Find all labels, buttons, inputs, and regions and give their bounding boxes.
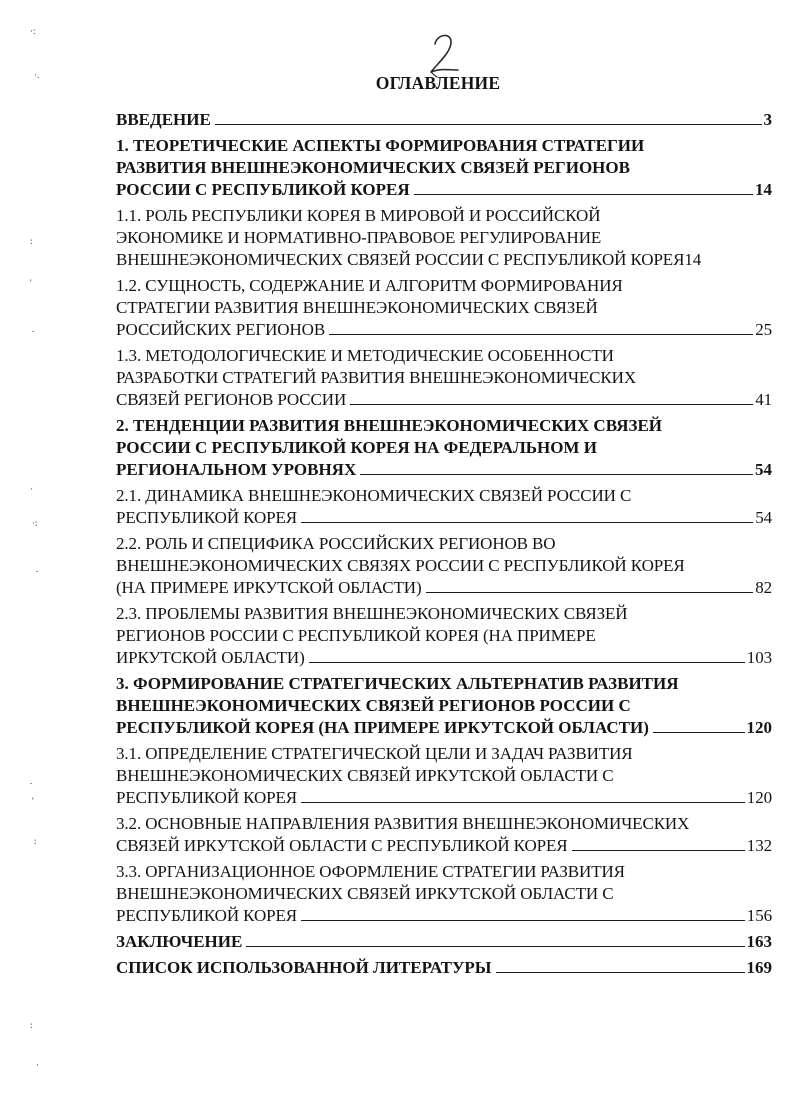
- toc-page-number: 120: [746, 788, 772, 807]
- toc-page-number: 82: [755, 578, 772, 597]
- scan-speck: :: [30, 1020, 33, 1030]
- toc-leader-line: [215, 109, 762, 125]
- scan-speck: ·:: [30, 26, 36, 36]
- toc-entry: [116, 109, 772, 131]
- toc-page-number: 54: [755, 508, 772, 527]
- toc-page-number: 169: [746, 958, 772, 977]
- page-title: ОГЛАВЛЕНИЕ: [375, 73, 501, 93]
- toc-leader-line: [572, 835, 745, 851]
- toc-entry-line: 1.3. МЕТОДОЛОГИЧЕСКИЕ И МЕТОДИЧЕСКИЕ ОСОБЕННОСТИ: [116, 346, 614, 365]
- toc-page-number: 163: [746, 932, 772, 951]
- toc-entry-last-line: [116, 507, 772, 529]
- toc-leader-line: [426, 577, 754, 593]
- toc-entry-line: РЕСПУБЛИКОЙ КОРЕЯ: [116, 906, 298, 925]
- toc-entry-line: СВЯЗЕЙ ИРКУТСКОЙ ОБЛАСТИ С РЕСПУБЛИКОЙ КОРЕЯ: [116, 836, 568, 855]
- toc-leader-line: [246, 931, 744, 947]
- toc-entry-line: РЕГИОНОВ РОССИИ С РЕСПУБЛИКОЙ КОРЕЯ (НА ПРИМЕРЕ: [116, 626, 596, 645]
- toc-leader-line: [301, 905, 745, 921]
- toc-entry: [116, 275, 772, 341]
- toc-entry-line: ВНЕШНЕЭКОНОМИЧЕСКИХ СВЯЗЯХ РОССИИ С РЕСПУБЛИКОЙ КОРЕЯ: [116, 556, 685, 575]
- toc-entry: [116, 603, 772, 669]
- toc-entry-line: РОССИЙСКИХ РЕГИОНОВ: [116, 320, 326, 339]
- toc-page-number: 3: [763, 110, 772, 129]
- scan-speck: :: [34, 836, 37, 846]
- toc-entry-line: 3. ФОРМИРОВАНИЕ СТРАТЕГИЧЕСКИХ АЛЬТЕРНАТИВ РАЗВИТИЯ: [116, 674, 679, 693]
- toc-entry-line: РАЗРАБОТКИ СТРАТЕГИЙ РАЗВИТИЯ ВНЕШНЕЭКОНОМИЧЕСКИХ: [116, 368, 637, 387]
- scan-speck: .: [36, 564, 39, 574]
- toc-leader-line: [360, 459, 753, 475]
- toc-entry-line: СПИСОК ИСПОЛЬЗОВАННОЙ ЛИТЕРАТУРЫ: [116, 958, 492, 977]
- scan-speck: :: [30, 236, 33, 246]
- toc-entry-line: РОССИИ С РЕСПУБЛИКОЙ КОРЕЯ НА ФЕДЕРАЛЬНОМ И: [116, 438, 597, 457]
- toc-entry-line: ВВЕДЕНИЕ: [116, 110, 211, 129]
- toc-entry-line: ВНЕШНЕЭКОНОМИЧЕСКИХ СВЯЗЕЙ РОССИИ С РЕСПУБЛИКОЙ КОРЕЯ: [116, 250, 685, 269]
- toc-entry-last-line: [116, 179, 772, 201]
- toc-entry-line: 1.1. РОЛЬ РЕСПУБЛИКИ КОРЕЯ В МИРОВОЙ И РОССИЙСКОЙ: [116, 206, 601, 225]
- toc-entry: [116, 485, 772, 529]
- toc-entry: [116, 813, 772, 857]
- toc-entry-line: 2.3. ПРОБЛЕМЫ РАЗВИТИЯ ВНЕШНЕЭКОНОМИЧЕСКИХ СВЯЗЕЙ: [116, 604, 628, 623]
- toc-entry-last-line: [116, 459, 772, 481]
- toc-entry: [116, 743, 772, 809]
- table-of-contents: [116, 109, 772, 983]
- toc-leader-line: [301, 507, 753, 523]
- toc-entry: [116, 345, 772, 411]
- toc-entry-line: (НА ПРИМЕРЕ ИРКУТСКОЙ ОБЛАСТИ): [116, 578, 422, 597]
- toc-entry-line: ВНЕШНЕЭКОНОМИЧЕСКИХ СВЯЗЕЙ ИРКУТСКОЙ ОБЛАСТИ С: [116, 766, 614, 785]
- toc-entry-last-line: [116, 787, 772, 809]
- toc-entry: [116, 931, 772, 953]
- toc-leader-line: [414, 179, 753, 195]
- toc-entry-line: 3.1. ОПРЕДЕЛЕНИЕ СТРАТЕГИЧЕСКОЙ ЦЕЛИ И ЗАДАЧ РАЗВИТИЯ: [116, 744, 633, 763]
- toc-entry-line: 2.2. РОЛЬ И СПЕЦИФИКА РОССИЙСКИХ РЕГИОНОВ ВО: [116, 534, 556, 553]
- toc-entry-line: РЕСПУБЛИКОЙ КОРЕЯ: [116, 788, 298, 807]
- scan-speck: ·.: [34, 70, 40, 80]
- toc-entry-line: 1.2. СУЩНОСТЬ, СОДЕРЖАНИЕ И АЛГОРИТМ ФОРМИРОВАНИЯ: [116, 276, 623, 295]
- toc-entry-last-line: [116, 717, 772, 739]
- toc-entry: [116, 861, 772, 927]
- scan-speck: ·: [30, 484, 33, 494]
- toc-entry-last-line: [116, 905, 772, 927]
- toc-entry-line: ЗАКЛЮЧЕНИЕ: [116, 932, 243, 951]
- toc-page-number: 14: [684, 250, 702, 269]
- toc-entry: [116, 205, 772, 271]
- toc-entry-line: ЭКОНОМИКЕ И НОРМАТИВНО-ПРАВОВОЕ РЕГУЛИРОВАНИЕ: [116, 228, 602, 247]
- toc-leader-line: [329, 319, 753, 335]
- toc-entry-last-line: [116, 835, 772, 857]
- toc-entry-line: 1. ТЕОРЕТИЧЕСКИЕ АСПЕКТЫ ФОРМИРОВАНИЯ СТРАТЕГИИ: [116, 136, 645, 155]
- toc-page-number: 132: [746, 836, 772, 855]
- toc-entry: [116, 673, 772, 739]
- toc-entry: [116, 135, 772, 201]
- toc-entry-line: СВЯЗЕЙ РЕГИОНОВ РОССИИ: [116, 390, 347, 409]
- scan-speck: .: [30, 776, 33, 786]
- toc-entry-last-line: [116, 249, 772, 271]
- scan-speck: ': [30, 278, 32, 288]
- toc-page-number: 120: [746, 718, 772, 737]
- toc-entry-last-line: [116, 577, 772, 599]
- toc-entry-line: ВНЕШНЕЭКОНОМИЧЕСКИХ СВЯЗЕЙ ИРКУТСКОЙ ОБЛАСТИ С: [116, 884, 614, 903]
- toc-entry-last-line: [116, 319, 772, 341]
- toc-leader-line: [309, 647, 745, 663]
- toc-entry-line: РЕСПУБЛИКОЙ КОРЕЯ (НА ПРИМЕРЕ ИРКУТСКОЙ ОБЛАСТИ): [116, 718, 649, 737]
- toc-page-number: 41: [755, 390, 772, 409]
- scan-speck: ': [32, 796, 34, 806]
- toc-page-number: 14: [755, 180, 772, 199]
- toc-leader-line: [350, 389, 753, 405]
- toc-leader-line: [653, 717, 745, 733]
- toc-entry-line: РЕСПУБЛИКОЙ КОРЕЯ: [116, 508, 298, 527]
- toc-entry-line: ИРКУТСКОЙ ОБЛАСТИ): [116, 648, 305, 667]
- toc-leader-line: [496, 957, 745, 973]
- toc-entry-line: СТРАТЕГИИ РАЗВИТИЯ ВНЕШНЕЭКОНОМИЧЕСКИХ СВЯЗЕЙ: [116, 298, 598, 317]
- toc-entry: [116, 957, 772, 979]
- toc-page-number: 25: [755, 320, 772, 339]
- scan-speck: .: [32, 324, 35, 334]
- toc-entry-last-line: [116, 647, 772, 669]
- toc-leader-line: [301, 787, 745, 803]
- toc-entry-line: 2. ТЕНДЕНЦИИ РАЗВИТИЯ ВНЕШНЕЭКОНОМИЧЕСКИХ СВЯЗЕЙ: [116, 416, 663, 435]
- toc-entry-last-line: [116, 957, 772, 979]
- toc-entry-line: ВНЕШНЕЭКОНОМИЧЕСКИХ СВЯЗЕЙ РЕГИОНОВ РОССИИ С: [116, 696, 631, 715]
- toc-page-number: 54: [755, 460, 772, 479]
- scan-speck: ·: [36, 1060, 39, 1070]
- scan-speck: ·:: [32, 518, 38, 528]
- toc-page-number: 156: [746, 906, 772, 925]
- toc-entry-line: РАЗВИТИЯ ВНЕШНЕЭКОНОМИЧЕСКИХ СВЯЗЕЙ РЕГИОНОВ: [116, 158, 630, 177]
- toc-entry-line: 3.3. ОРГАНИЗАЦИОННОЕ ОФОРМЛЕНИЕ СТРАТЕГИИ РАЗВИТИЯ: [116, 862, 625, 881]
- toc-entry: [116, 415, 772, 481]
- toc-page-number: 103: [746, 648, 772, 667]
- toc-entry: [116, 533, 772, 599]
- toc-entry-last-line: [116, 931, 772, 953]
- toc-entry-last-line: [116, 389, 772, 411]
- toc-entry-last-line: [116, 109, 772, 131]
- toc-entry-line: РОССИИ С РЕСПУБЛИКОЙ КОРЕЯ: [116, 180, 410, 199]
- toc-entry-line: 2.1. ДИНАМИКА ВНЕШНЕЭКОНОМИЧЕСКИХ СВЯЗЕЙ РОССИИ С: [116, 486, 632, 505]
- toc-entry-line: 3.2. ОСНОВНЫЕ НАПРАВЛЕНИЯ РАЗВИТИЯ ВНЕШНЕЭКОНОМИЧЕСКИХ: [116, 814, 690, 833]
- toc-entry-line: РЕГИОНАЛЬНОМ УРОВНЯХ: [116, 460, 357, 479]
